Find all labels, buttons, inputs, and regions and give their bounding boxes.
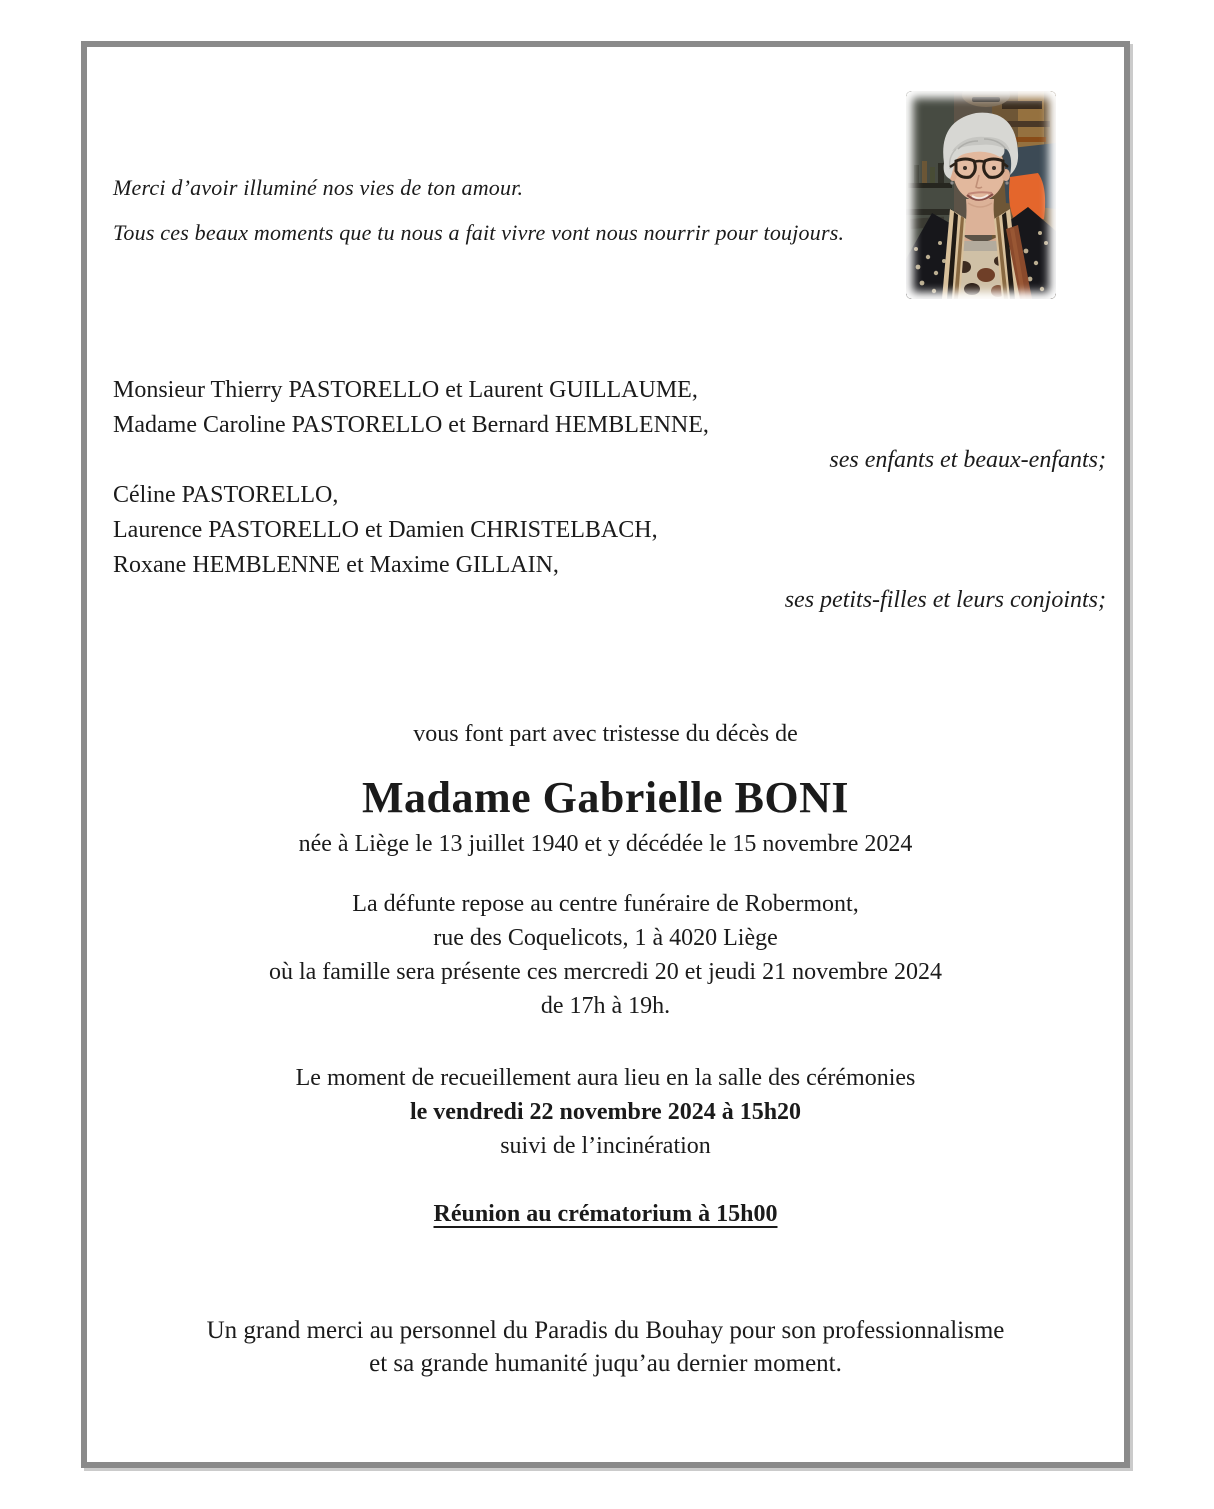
card-frame bbox=[81, 41, 1130, 1468]
portrait-photo bbox=[906, 91, 1056, 299]
dedication-line: Tous ces beaux moments que tu nous a fait vivre vont nous nourrir pour toujours. bbox=[113, 220, 845, 245]
deceased-name: Madame Gabrielle BONI bbox=[361, 773, 850, 822]
announcement-intro: vous font part avec tristesse du décès de bbox=[413, 721, 798, 747]
family-member-line: Monsieur Thierry PASTORELLO et Laurent GUILLAUME, bbox=[113, 377, 698, 403]
reunion-line: Réunion au crématorium à 15h00 bbox=[433, 1201, 778, 1227]
family-member-line: Madame Caroline PASTORELLO et Bernard HEMBLENNE, bbox=[113, 412, 709, 438]
family-member-line: Céline PASTORELLO, bbox=[113, 482, 339, 508]
repose-block bbox=[87, 887, 1124, 1023]
ceremony-datetime: le vendredi 22 novembre 2024 à 15h20 bbox=[409, 1099, 802, 1125]
dedication-quote bbox=[113, 165, 844, 255]
family-member-line: Laurence PASTORELLO et Damien CHRISTELBACH, bbox=[113, 517, 658, 543]
repose-line: de 17h à 19h. bbox=[540, 993, 671, 1019]
ceremony-block bbox=[87, 1061, 1124, 1163]
thanks-line: Un grand merci au personnel du Paradis du Bouhay pour son professionnalisme bbox=[206, 1317, 1005, 1344]
dedication-line: Merci d’avoir illuminé nos vies de ton amour. bbox=[113, 175, 524, 200]
repose-line: La défunte repose au centre funéraire de Robermont, bbox=[352, 891, 859, 917]
family-member-line: Roxane HEMBLENNE et Maxime GILLAIN, bbox=[113, 552, 559, 578]
portrait-photo-illustration bbox=[906, 91, 1056, 299]
relationship-caption: ses petits-filles et leurs conjoints; bbox=[784, 587, 1106, 613]
birth-death-line: née à Liège le 13 juillet 1940 et y décédée le 15 novembre 2024 bbox=[298, 831, 913, 857]
repose-line: où la famille sera présente ces mercredi 20 et jeudi 21 novembre 2024 bbox=[268, 959, 943, 985]
repose-line: rue des Coquelicots, 1 à 4020 Liège bbox=[433, 925, 778, 951]
ceremony-line: Le moment de recueillement aura lieu en la salle des cérémonies bbox=[295, 1065, 916, 1091]
thanks-block bbox=[87, 1314, 1124, 1380]
family-names-block bbox=[113, 373, 1106, 618]
thanks-line: et sa grande humanité juqu’au dernier moment. bbox=[369, 1350, 842, 1377]
cremation-line: suivi de l’incinération bbox=[500, 1133, 711, 1159]
relationship-caption: ses enfants et beaux-enfants; bbox=[829, 447, 1106, 473]
